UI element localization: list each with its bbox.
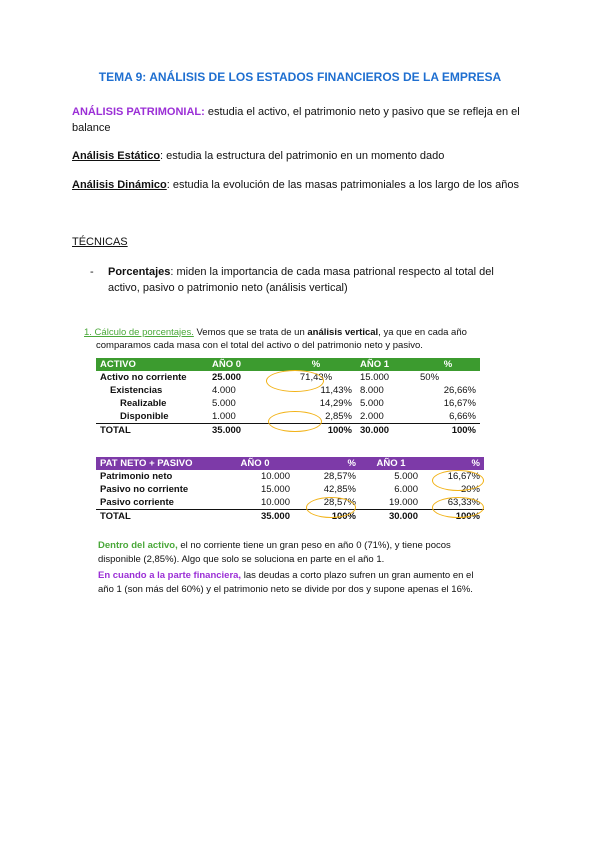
figure-heading-line-2: comparamos cada masa con el total del activo o del patrimonio neto y pasivo.: [96, 340, 423, 351]
table-cell: 16,67%: [443, 398, 476, 409]
bullet-text-1: : miden la importancia de cada masa patrional respecto al total del: [170, 266, 494, 278]
note-financiera: [98, 569, 528, 597]
table-cell: 10.000: [260, 497, 290, 508]
estatico-paragraph: [72, 148, 444, 164]
table-cell: 100%: [294, 510, 360, 524]
table-row: [96, 470, 484, 483]
table-cell: Existencias: [110, 385, 163, 396]
estatico-label: Análisis Estático: [72, 150, 161, 162]
table-cell: 19.000: [388, 497, 418, 508]
note-activo-text-2: disponible (2,85%). Algo que solo se soluciona en parte en el año 1.: [98, 554, 385, 565]
patrimonial-label: ANÁLISIS PATRIMONIAL:: [72, 106, 205, 118]
dinamico-paragraph: [72, 177, 519, 193]
table-cell: 71,43%: [299, 372, 333, 383]
table-cell: 26,66%: [443, 385, 476, 396]
table-cell: 10.000: [260, 471, 290, 482]
figure-heading-label: 1. Cálculo de porcentajes.: [84, 327, 194, 338]
patrimonial-text-1: estudia el activo, el patrimonio neto y pasivo que se refleja en el: [204, 106, 520, 118]
table-cell: 63,33%: [447, 497, 480, 508]
table-cell: 35.000: [216, 510, 294, 524]
activo-header-cell: %: [416, 358, 480, 371]
note-activo-label: Dentro del activo,: [98, 540, 178, 551]
table-cell: 42,85%: [323, 484, 356, 495]
table-cell: 100%: [416, 424, 480, 438]
activo-header-cell: AÑO 1: [356, 358, 416, 371]
note-activo: [98, 539, 518, 567]
table-cell: 6.000: [394, 484, 418, 495]
page-title: TEMA 9: ANÁLISIS DE LOS ESTADOS FINANCIEROS DE LA EMPRESA: [98, 70, 502, 84]
table-cell: 100%: [422, 510, 484, 524]
patrimonial-text-2: balance: [72, 122, 111, 134]
table-cell: 14,29%: [319, 398, 352, 409]
dinamico-text: : estudia la evolución de las masas patrimoniales a los largo de los años: [166, 179, 519, 191]
table-cell: Pasivo corriente: [100, 497, 174, 508]
table-cell: 5.000: [212, 398, 236, 409]
table-row: [96, 483, 484, 496]
table-cell: 20%: [460, 484, 480, 495]
table-cell: 28,57%: [323, 471, 356, 482]
patneto-header-row: [96, 457, 484, 470]
table-cell: 30.000: [356, 424, 416, 438]
highlight-circle: [306, 497, 356, 518]
table-cell: 35.000: [208, 424, 276, 438]
figure-heading: [84, 326, 534, 352]
table-cell: 16,67%: [447, 471, 480, 482]
figure-heading-text-2: , ya que en cada año: [378, 327, 467, 338]
patneto-total-row: [96, 510, 484, 524]
table-cell: TOTAL: [96, 510, 216, 524]
table-cell: 2,85%: [325, 411, 352, 422]
highlight-circle: [432, 470, 484, 491]
figure-heading-text-1: Vemos que se trata de un: [193, 327, 308, 338]
activo-header-cell: %: [276, 358, 356, 371]
note-activo-text-1: el no corriente tiene un gran peso en año 0 (71%), y tiene pocos: [177, 540, 451, 551]
table-cell: 8.000: [360, 385, 384, 396]
table-cell: 2.000: [360, 411, 384, 422]
figure-heading-bold: análisis vertical: [307, 327, 379, 338]
table-cell: 28,57%: [323, 497, 356, 508]
table-row: [96, 397, 480, 410]
highlight-circle: [432, 497, 484, 518]
table-cell: 5.000: [394, 471, 418, 482]
table-cell: 25.000: [212, 372, 242, 383]
highlight-circle: [266, 370, 324, 392]
patneto-header-cell: AÑO 1: [360, 457, 422, 470]
patneto-header-cell: %: [422, 457, 484, 470]
table-cell: 5.000: [360, 398, 384, 409]
table-cell: 15.000: [360, 372, 390, 383]
table-cell: TOTAL: [96, 424, 208, 438]
patneto-header-cell: %: [294, 457, 360, 470]
activo-header-cell: ACTIVO: [96, 358, 208, 371]
table-cell: 100%: [276, 424, 356, 438]
patrimonial-paragraph: [72, 104, 532, 136]
bullet-label: Porcentajes: [108, 266, 171, 278]
table-cell: Pasivo no corriente: [100, 484, 189, 495]
dinamico-label: Análisis Dinámico: [72, 179, 167, 191]
patneto-header-cell: PAT NETO + PASIVO: [96, 457, 216, 470]
bullet-dash: -: [90, 266, 94, 278]
note-financiera-text-1: las deudas a corto plazo sufren un gran aumento en el: [241, 570, 474, 581]
table-cell: 30.000: [360, 510, 422, 524]
note-financiera-text-2: año 1 (son más del 60%) y el patrimonio neto se divide por dos y supone apenas el 16%.: [98, 584, 473, 595]
table-cell: 1.000: [212, 411, 236, 422]
table-cell: Disponible: [120, 411, 169, 422]
bullet-item: [108, 264, 538, 296]
table-cell: 50%: [420, 372, 440, 383]
table-cell: Activo no corriente: [100, 372, 187, 383]
table-cell: 4.000: [212, 385, 236, 396]
patneto-table: [96, 457, 484, 523]
highlight-circle: [268, 411, 322, 432]
table-cell: Patrimonio neto: [100, 471, 173, 482]
table-row: [96, 496, 484, 510]
activo-header-row: [96, 358, 480, 371]
estatico-text: : estudia la estructura del patrimonio en un momento dado: [160, 150, 445, 162]
patneto-header-cell: AÑO 0: [216, 457, 294, 470]
tecnicas-heading: TÉCNICAS: [72, 236, 128, 248]
activo-header-cell: AÑO 0: [208, 358, 276, 371]
table-cell: 15.000: [260, 484, 290, 495]
table-cell: 11,43%: [320, 385, 352, 396]
table-cell: 6,66%: [449, 411, 476, 422]
bullet-text-2: activo, pasivo o patrimonio neto (análisis vertical): [108, 282, 348, 294]
note-financiera-label: En cuando a la parte financiera,: [98, 570, 242, 581]
table-cell: Realizable: [120, 398, 167, 409]
